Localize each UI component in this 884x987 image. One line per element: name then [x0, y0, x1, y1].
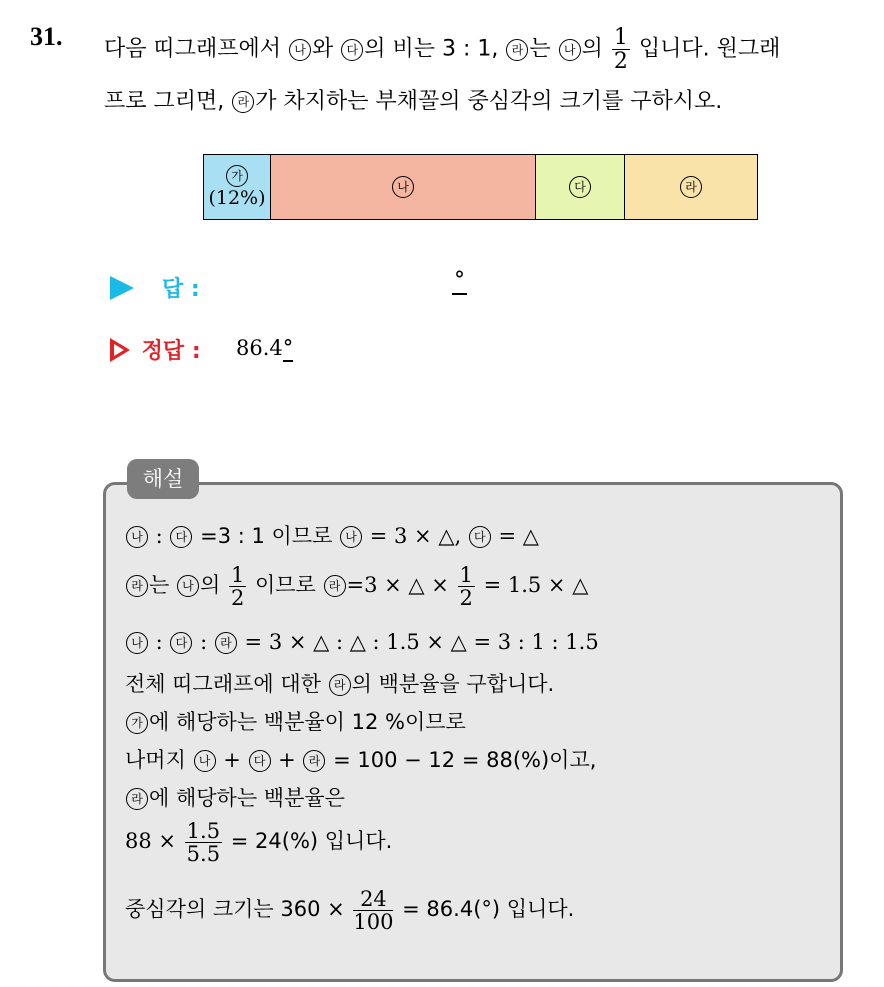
- circled-na-icon: 나: [126, 526, 148, 548]
- solution-line-6: [125, 744, 596, 774]
- strip-segment: [624, 155, 757, 219]
- circled-na-icon: 나: [194, 750, 216, 772]
- fraction: [458, 564, 475, 609]
- fraction-denominator: 2: [613, 49, 628, 75]
- s-text: = 86.4(°) 입니다.: [395, 897, 575, 922]
- q-text: 가 차지하는 부채꼴의 중심각의 크기를 구하시오.: [255, 89, 723, 114]
- circled-label-icon: 다: [569, 176, 591, 198]
- solution-line-5: [125, 706, 466, 736]
- fraction-denominator: 2: [230, 586, 245, 611]
- strip-segment: [270, 155, 535, 219]
- s-text: = 100 − 12 = 88(%)이고,: [326, 748, 597, 772]
- fraction: [185, 820, 222, 865]
- s-text: = 3 × △ : △ : 1.5 × △ = 3 : 1 : 1.5: [237, 630, 599, 654]
- circled-da-icon: 다: [170, 632, 192, 654]
- circled-ra-icon: 라: [324, 575, 346, 597]
- circled-ra-icon: 라: [232, 91, 254, 113]
- correct-label: 정답 :: [141, 339, 201, 364]
- s-text: =3 × △ ×: [346, 573, 456, 598]
- solution-line-2: [125, 564, 588, 609]
- circled-na-icon: 나: [177, 575, 199, 597]
- s-text: = △: [491, 524, 539, 548]
- s-text: +: [216, 748, 248, 772]
- solution-tag: 해설: [127, 459, 199, 499]
- s-text: = 24(%) 입니다.: [224, 829, 393, 854]
- s-text: 는: [149, 573, 176, 598]
- fraction-numerator: 1: [230, 563, 245, 587]
- circled-da-icon: 다: [249, 750, 271, 772]
- outline-triangle-icon: [110, 338, 130, 362]
- s-text: :: [193, 630, 214, 654]
- s-text: :: [149, 630, 170, 654]
- circled-ra-icon: 라: [215, 632, 237, 654]
- s-text: 나머지: [125, 748, 193, 772]
- s-text: :: [149, 524, 170, 548]
- s-text: 이므로: [248, 573, 323, 598]
- circled-ra-icon: 라: [126, 788, 148, 810]
- fraction-denominator: 100: [353, 910, 394, 935]
- solution-line-3: [125, 630, 599, 654]
- fraction: [229, 564, 246, 609]
- circled-label-icon: 나: [392, 176, 414, 198]
- q-text: 의 비는 3 : 1,: [364, 36, 506, 62]
- s-text: = 3 × △,: [363, 524, 468, 548]
- circled-da-icon: 다: [170, 526, 192, 548]
- solution-line-4: [125, 668, 554, 698]
- circled-da-icon: 다: [341, 39, 363, 61]
- circled-ra-icon: 라: [506, 39, 528, 61]
- answer-blank[interactable]: °: [454, 268, 465, 293]
- q-text: 입니다. 원그래: [631, 36, 781, 62]
- q-text: 프로 그리면,: [104, 89, 232, 114]
- s-text: 중심각의 크기는 360 ×: [125, 897, 352, 922]
- s-text: 의: [199, 573, 227, 598]
- answer-row: [110, 272, 200, 303]
- s-text: 전체 띠그래프에 대한: [125, 672, 328, 696]
- fraction-numerator: 1: [459, 563, 473, 587]
- fraction-numerator: 24: [353, 888, 393, 911]
- solution-line-1: [125, 520, 539, 550]
- segment-percent: (12%): [208, 187, 266, 209]
- correct-unit: °: [282, 336, 294, 360]
- strip-segment: [204, 155, 270, 219]
- s-text: 에 해당하는 백분율이 12 %이므로: [149, 710, 466, 734]
- solution-line-9: [125, 888, 574, 933]
- q-text: 다음 띠그래프에서: [104, 36, 289, 62]
- s-text: =3 : 1 이므로: [193, 524, 340, 548]
- circled-na-icon: 나: [126, 632, 148, 654]
- circled-label-icon: 라: [680, 176, 702, 198]
- question-line-1: [104, 26, 780, 73]
- s-text: 에 해당하는 백분율은: [149, 786, 345, 810]
- circled-na-icon: 나: [340, 526, 362, 548]
- fraction-denominator: 2: [459, 586, 473, 611]
- q-text: 는: [529, 36, 558, 62]
- circled-ra-icon: 라: [126, 575, 148, 597]
- solution-line-7: [125, 782, 345, 812]
- strip-segment: [535, 155, 624, 219]
- circled-na-icon: 나: [289, 39, 311, 61]
- q-text: 와: [312, 36, 341, 62]
- s-text: 의 백분율을 구합니다.: [351, 672, 555, 696]
- circled-ga-icon: 가: [126, 712, 148, 734]
- fraction-numerator: 1: [613, 25, 628, 50]
- fraction: [612, 26, 630, 73]
- question-line-2: [104, 84, 722, 115]
- play-triangle-icon: [110, 276, 134, 300]
- q-text: 의: [581, 36, 610, 62]
- solution-line-8: [125, 820, 392, 865]
- correct-value: 86.4: [236, 336, 283, 360]
- circled-na-icon: 나: [559, 39, 581, 61]
- circled-label-icon: 가: [226, 165, 248, 187]
- circled-da-icon: 다: [469, 526, 491, 548]
- fraction-numerator: 1.5: [186, 819, 221, 843]
- strip-graph: [203, 154, 758, 220]
- question-number: 31.: [30, 22, 63, 51]
- fraction-denominator: 5.5: [186, 842, 221, 867]
- s-text: +: [271, 748, 303, 772]
- fraction: [353, 888, 393, 933]
- s-text: 88 ×: [125, 829, 183, 854]
- circled-ra-icon: 라: [303, 750, 325, 772]
- circled-ra-icon: 라: [329, 674, 351, 696]
- answer-label: 답 :: [162, 277, 200, 302]
- correct-answer-value: [236, 336, 293, 360]
- correct-answer-row: [110, 334, 201, 365]
- s-text: = 1.5 × △: [476, 573, 589, 598]
